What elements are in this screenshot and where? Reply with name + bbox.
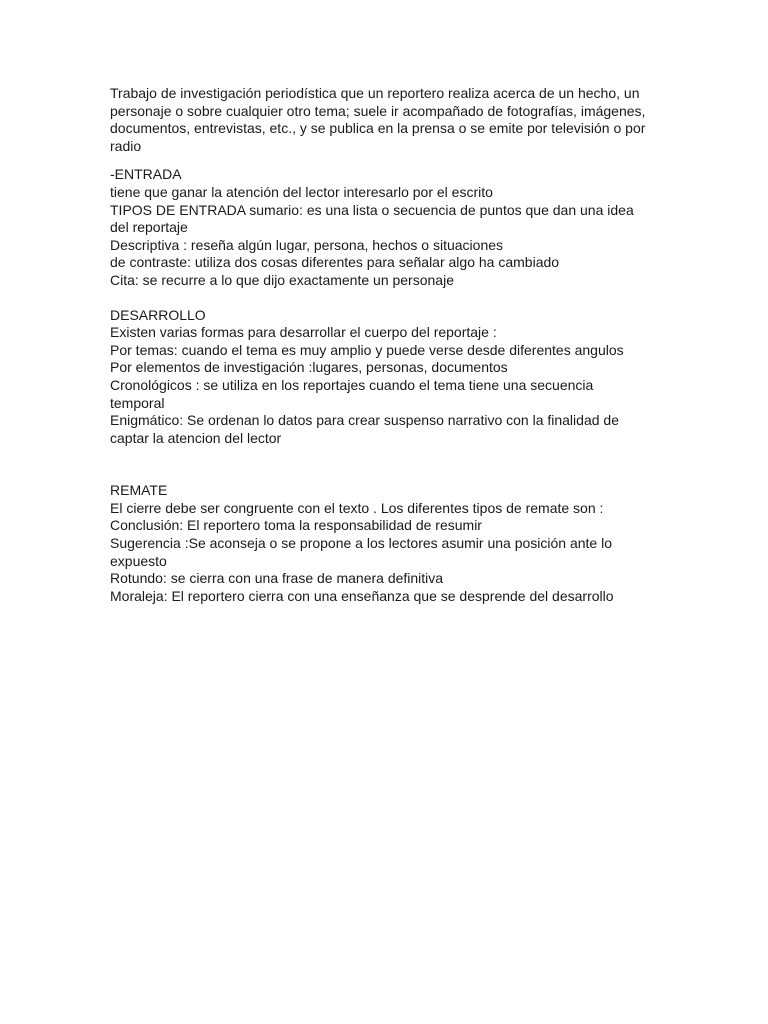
remate-line: Moraleja: El reportero cierra con una enseñanza que se desprende del desarrollo — [110, 587, 614, 604]
desarrollo-line: captar la atencion del lector — [110, 429, 282, 446]
entrada-line: tiene que ganar la atención del lector interesarlo por el escrito — [110, 183, 493, 200]
desarrollo-section — [110, 307, 663, 448]
entrada-line: del reportaje — [110, 219, 188, 236]
entrada-line: Descriptiva : reseña algún lugar, persona, hechos o situaciones — [110, 236, 504, 253]
desarrollo-line: temporal — [110, 394, 165, 411]
intro-line: documentos, entrevistas, etc., y se publica en la prensa o se emite por televisión o por — [110, 120, 646, 137]
desarrollo-line: Cronológicos : se utiliza en los reportajes cuando el tema tiene una secuencia — [110, 376, 594, 393]
desarrollo-line: Existen varias formas para desarrollar el cuerpo del reportaje : — [110, 324, 497, 341]
desarrollo-line: Por temas: cuando el tema es muy amplio y puede verse desde diferentes angulos — [110, 341, 624, 358]
remate-line: El cierre debe ser congruente con el texto . Los diferentes tipos de remate son : — [110, 499, 604, 516]
desarrollo-line: Enigmático: Se ordenan lo datos para crear suspenso narrativo con la finalidad de — [110, 412, 619, 429]
desarrollo-line: Por elementos de investigación :lugares, personas, documentos — [110, 359, 508, 376]
section-spacer — [110, 447, 663, 482]
intro-line: Trabajo de investigación periodística que un reportero realiza acerca de un hecho, un — [110, 85, 640, 101]
intro-line: personaje o sobre cualquier otro tema; suele ir acompañado de fotografías, imágenes, — [110, 102, 646, 119]
remate-heading: REMATE — [110, 482, 168, 499]
entrada-section — [110, 166, 663, 289]
remate-line: expuesto — [110, 552, 167, 569]
remate-line: Rotundo: se cierra con una frase de manera definitiva — [110, 570, 444, 587]
entrada-line: TIPOS DE ENTRADA sumario: es una lista o secuencia de puntos que dan una idea — [110, 201, 634, 218]
section-spacer — [110, 290, 663, 307]
remate-line: Sugerencia :Se aconseja o se propone a los lectores asumir una posición ante lo — [110, 535, 612, 552]
intro-line: radio — [110, 137, 142, 154]
intro-paragraph — [110, 85, 663, 155]
entrada-line: de contraste: utiliza dos cosas diferentes para señalar algo ha cambiado — [110, 254, 560, 271]
desarrollo-heading: DESARROLLO — [110, 306, 206, 323]
entrada-heading: -ENTRADA — [110, 166, 182, 183]
remate-section — [110, 482, 663, 605]
entrada-line: Cita: se recurre a lo que dijo exactamente un personaje — [110, 271, 454, 288]
remate-line: Conclusión: El reportero toma la responsabilidad de resumir — [110, 517, 482, 534]
